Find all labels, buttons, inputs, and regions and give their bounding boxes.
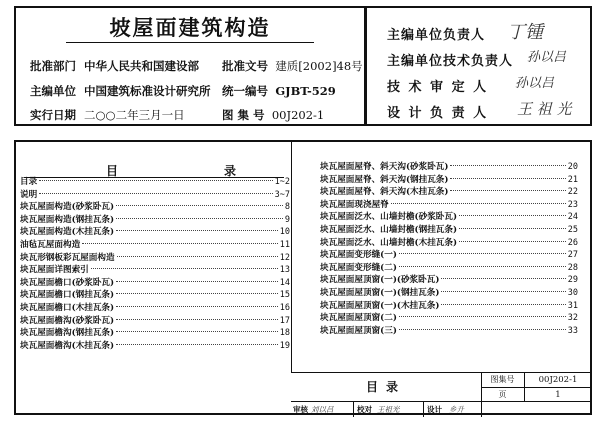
leader-dots — [116, 344, 278, 345]
approval-dept-label: 批准部门 — [30, 59, 76, 73]
leader-dots — [117, 256, 278, 257]
toc-entry — [20, 302, 290, 315]
page-cell-label: 页 — [481, 387, 525, 402]
toc-entry-page: 20 — [567, 162, 578, 172]
leader-dots — [459, 215, 566, 216]
effective-date-label: 实行日期 — [30, 108, 76, 122]
toc-entry — [320, 262, 578, 275]
toc-entry-title: 目录 — [20, 177, 38, 187]
toc-entry-title: 块瓦屋面泛水、山墙封檐(砂浆卧瓦) — [320, 212, 458, 223]
toc-entry-title: 块瓦屋面变形缝(二) — [320, 262, 397, 273]
editor-unit-label: 主编单位 — [30, 84, 76, 98]
chief-editor-signature: 丁锺 — [507, 22, 543, 43]
toc-entry-title: 块瓦屋面檐沟(木挂瓦条) — [20, 340, 115, 351]
leader-dots — [450, 178, 565, 179]
check-cell — [353, 402, 424, 417]
toc-entry-page: 30 — [567, 287, 578, 298]
toc-entry-title: 块瓦屋面详图索引 — [20, 265, 89, 276]
unified-no-row — [222, 83, 336, 99]
approval-dept-row — [30, 58, 199, 74]
tech-reviewer-signature: 孙以吕 — [515, 76, 555, 91]
chief-editor-label: 主编单位负责人 — [387, 28, 486, 43]
toc-entry-page: 22 — [567, 187, 578, 198]
toc-entry-title: 块瓦形钢板彩瓦屋面构造 — [20, 252, 115, 263]
toc-entry — [320, 237, 578, 250]
atlas-no-cell-value: 00J202-1 — [538, 375, 578, 385]
toc-entry — [20, 226, 290, 239]
toc-entry-title: 块瓦屋面构造(砂浆卧瓦) — [20, 202, 115, 213]
unified-no-value: GJBT-529 — [275, 84, 336, 98]
approval-doc-value: 建质[2002]48号 — [275, 59, 363, 73]
leader-dots — [399, 253, 566, 254]
toc-entry-title: 块瓦屋面檐沟(砂浆卧瓦) — [20, 315, 115, 326]
atlas-no-value: 00J202-1 — [271, 108, 325, 122]
toc-entry — [20, 239, 290, 252]
effective-date-row — [30, 107, 185, 123]
review-signature: 刘以吕 — [311, 405, 334, 414]
toc-entry-title: 块瓦屋面屋脊、斜天沟(钢挂瓦条) — [320, 174, 449, 185]
leader-dots — [391, 203, 566, 204]
toc-entry — [320, 325, 578, 338]
signature-row — [291, 401, 592, 417]
leader-dots — [116, 205, 283, 206]
atlas-title: 坡屋面建筑构造 — [109, 15, 271, 40]
toc-entry-title: 块瓦屋面泛水、山墙封檐(钢挂瓦条) — [320, 224, 458, 235]
toc-entry-page: 11 — [279, 239, 290, 250]
check-signature: 王祖光 — [377, 405, 400, 414]
toc-entry-page: 3~7 — [274, 189, 290, 200]
toc-entry-title: 块瓦屋面屋脊、斜天沟(砂浆卧瓦) — [320, 162, 449, 172]
effective-date-value: 二○○二年三月一日 — [84, 108, 185, 122]
leader-dots — [39, 193, 272, 194]
toc-entry — [20, 264, 290, 277]
toc-entry — [320, 274, 578, 287]
design-label: 设计 — [427, 405, 442, 414]
toc-entry-page: 19 — [279, 340, 290, 351]
toc-entry-page: 18 — [279, 328, 290, 339]
toc-entry-page: 28 — [567, 262, 578, 273]
toc-entry — [20, 340, 290, 353]
leader-dots — [39, 180, 272, 181]
leader-dots — [450, 190, 565, 191]
sheet-name: 目录 — [291, 373, 482, 401]
leader-dots — [441, 304, 565, 305]
title-block — [291, 372, 592, 415]
toc-entry-page: 10 — [279, 227, 290, 238]
chief-tech-label: 主编单位技术负责人 — [387, 54, 514, 69]
leader-dots — [116, 230, 278, 231]
toc-entry-title: 油毡瓦屋面构造 — [20, 239, 81, 250]
toc-entry-title: 块瓦屋面檐口(砂浆卧瓦) — [20, 277, 115, 288]
toc-entry-page: 9 — [284, 214, 290, 225]
toc-entry — [320, 174, 578, 187]
leader-dots — [91, 268, 278, 269]
toc-entry-title: 块瓦屋面构造(钢挂瓦条) — [20, 214, 115, 225]
approval-doc-row — [222, 58, 363, 74]
toc-entry — [20, 289, 290, 302]
leader-dots — [116, 281, 278, 282]
column-divider — [291, 140, 292, 372]
toc-right-column — [320, 161, 578, 337]
toc-entry-page: 14 — [279, 277, 290, 288]
toc-entry — [320, 287, 578, 300]
toc-entry-title: 块瓦屋面泛水、山墙封檐(木挂瓦条) — [320, 237, 458, 248]
toc-entry-page: 33 — [567, 325, 578, 336]
toc-entry-page: 31 — [567, 300, 578, 311]
toc-heading-b: 录 — [223, 164, 236, 178]
design-lead-signature: 王 祖 光 — [517, 100, 572, 118]
toc-entry-page: 15 — [279, 290, 290, 301]
toc-entry-page: 24 — [567, 212, 578, 223]
toc-entry-page: 32 — [567, 313, 578, 324]
chief-tech-signature: 孙以吕 — [527, 50, 567, 65]
toc-left-column — [20, 176, 290, 352]
atlas-no-label: 图 集 号 — [222, 108, 265, 122]
toc-entry-title: 块瓦屋面屋顶窗(一)(木挂瓦条) — [320, 300, 440, 311]
responsible-persons-panel — [366, 6, 592, 126]
leader-dots — [116, 331, 278, 332]
toc-entry — [20, 252, 290, 265]
editor-unit-row — [30, 83, 211, 99]
header-info-panel — [14, 6, 366, 126]
toc-entry — [20, 176, 290, 189]
leader-dots — [459, 228, 566, 229]
page-cell-value: 1 — [524, 387, 592, 402]
toc-entry-page: 25 — [567, 224, 578, 235]
toc-entry — [320, 161, 578, 174]
toc-entry-title: 块瓦屋面现浇屋脊 — [320, 199, 389, 210]
toc-entry-page: 17 — [279, 315, 290, 326]
toc-entry-title: 块瓦屋面屋顶窗(一)(砂浆卧瓦) — [320, 275, 440, 286]
leader-dots — [399, 316, 566, 317]
toc-entry — [320, 312, 578, 325]
toc-entry-title: 块瓦屋面变形缝(一) — [320, 250, 397, 261]
toc-entry-page: 16 — [279, 302, 290, 313]
toc-entry — [20, 277, 290, 290]
check-label: 校对 — [357, 405, 372, 414]
toc-entry-title: 块瓦屋面构造(木挂瓦条) — [20, 227, 115, 238]
tech-reviewer-label: 技 术 审 定 人 — [387, 80, 489, 95]
leader-dots — [116, 293, 278, 294]
leader-dots — [116, 319, 278, 320]
toc-entry-page: 29 — [567, 275, 578, 286]
toc-entry — [320, 186, 578, 199]
leader-dots — [450, 165, 565, 166]
toc-entry-page: 27 — [567, 250, 578, 261]
toc-entry — [320, 199, 578, 212]
leader-dots — [399, 329, 566, 330]
toc-entry-page: 1~2 — [274, 177, 290, 187]
toc-entry-page: 26 — [567, 237, 578, 248]
toc-entry-page: 23 — [567, 199, 578, 210]
leader-dots — [441, 291, 565, 292]
leader-dots — [399, 266, 566, 267]
toc-entry-page: 12 — [279, 252, 290, 263]
toc-entry-title: 说明 — [20, 189, 38, 200]
unified-no-label: 统一编号 — [222, 84, 268, 98]
atlas-no-row — [222, 107, 324, 123]
toc-entry-title: 块瓦屋面檐口(木挂瓦条) — [20, 302, 115, 313]
leader-dots — [82, 243, 278, 244]
toc-entry-title: 块瓦屋面屋顶窗(三) — [320, 325, 397, 336]
toc-entry — [20, 214, 290, 227]
approval-dept-value: 中华人民共和国建设部 — [84, 59, 199, 73]
toc-entry-page: 8 — [284, 202, 290, 213]
toc-entry — [20, 189, 290, 202]
design-cell — [423, 402, 482, 417]
toc-entry-page: 13 — [279, 265, 290, 276]
toc-entry — [320, 224, 578, 237]
review-cell — [291, 402, 354, 417]
review-label: 审核 — [293, 405, 308, 414]
leader-dots — [116, 306, 278, 307]
approval-doc-label: 批准文号 — [222, 59, 268, 73]
toc-entry — [320, 249, 578, 262]
toc-entry — [320, 211, 578, 224]
toc-entry — [320, 300, 578, 313]
atlas-no-cell-label: 图集号 — [481, 373, 525, 387]
title-underline — [66, 42, 314, 43]
leader-dots — [459, 241, 566, 242]
leader-dots — [441, 278, 565, 279]
editor-unit-value: 中国建筑标准设计研究所 — [84, 84, 211, 98]
toc-entry — [20, 315, 290, 328]
toc-entry-title: 块瓦屋面屋脊、斜天沟(木挂瓦条) — [320, 187, 449, 198]
toc-entry — [20, 201, 290, 214]
toc-entry-title: 块瓦屋面檐沟(钢挂瓦条) — [20, 328, 115, 339]
design-signature: 乡升 — [449, 405, 464, 414]
leader-dots — [116, 218, 283, 219]
toc-entry — [20, 327, 290, 340]
design-lead-label: 设 计 负 责 人 — [387, 106, 489, 121]
toc-entry-title: 块瓦屋面屋顶窗(一)(钢挂瓦条) — [320, 287, 440, 298]
toc-entry-title: 块瓦屋面檐口(钢挂瓦条) — [20, 290, 115, 301]
toc-entry-title: 块瓦屋面屋顶窗(二) — [320, 313, 397, 324]
toc-entry-page: 21 — [567, 174, 578, 185]
toc-heading-a: 目 — [106, 164, 119, 178]
